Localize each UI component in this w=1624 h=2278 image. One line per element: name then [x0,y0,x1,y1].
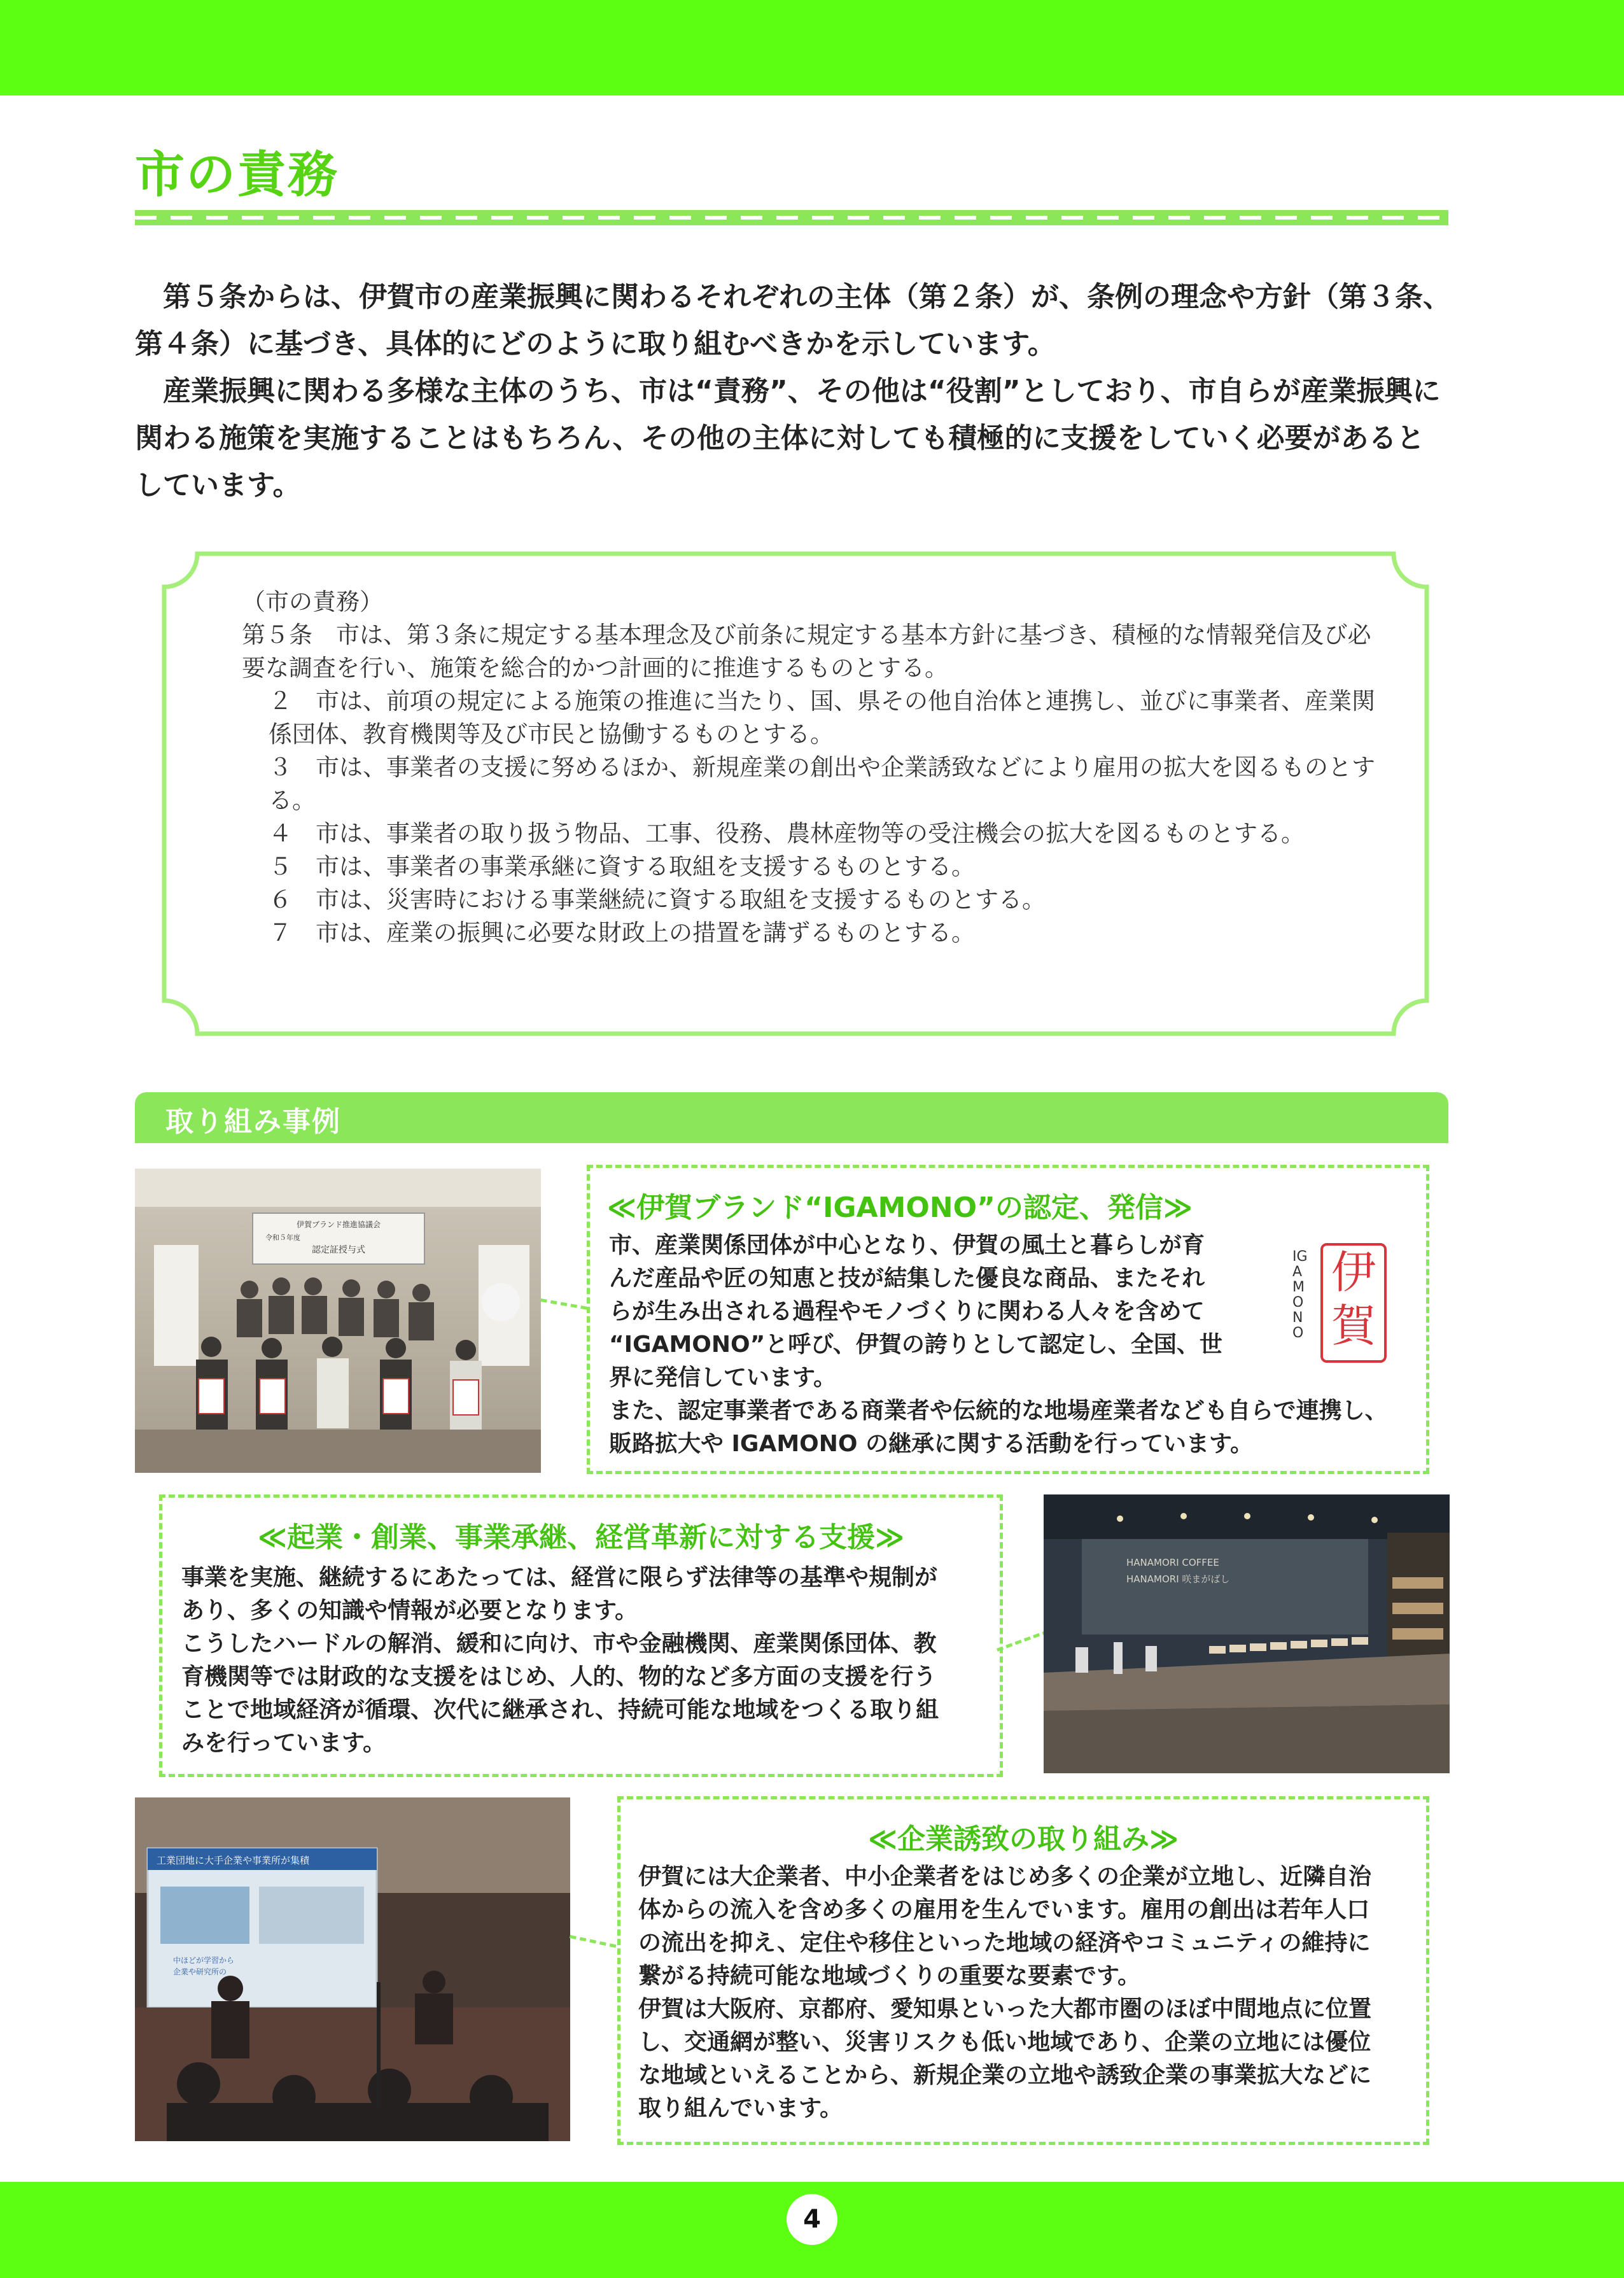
case-attraction-line: な地域といえることから、新規企業の立地や誘致企業の事業拡大などに [638,2062,1372,2088]
connector-2 [997,1630,1049,1652]
case-igamono-line: また、認定事業者である商業者や伝統的な地場産業者なども自らで連携し、 [609,1398,1388,1424]
case-support-line: みを行っています。 [181,1730,386,1756]
article-5-6: ６ 市は、災害時における事業継続に資する取組を支援するものとする。 [269,886,1046,913]
case-support-line: あり、多くの知識や情報が必要となります。 [181,1598,638,1624]
article-5-5: ５ 市は、事業者の事業承継に資する取組を支援するものとする。 [269,853,975,880]
slide-title: 工業団地に大手企業や事業所が集積 [157,1855,310,1866]
case-attraction-line: し、交通網が整い、災害リスクも低い地域であり、企業の立地には優位 [638,2029,1371,2055]
case-support-line: ことで地域経済が循環、次代に継承され、持続可能な地域をつくる取り組 [181,1697,939,1723]
page-number: 4 [787,2194,837,2245]
case-attraction-line: 取り組んでいます。 [638,2095,843,2121]
cases-header-label: 取り組み事例 [165,1106,341,1138]
ordinance-heading: （市の責務） [242,588,383,615]
title-underline [135,210,1448,225]
intro-text [135,274,1452,509]
case-attraction-line: 体からの流入を含め多くの雇用を生んでいます。雇用の創出は若年人口 [638,1897,1370,1923]
case-support-title: ≪起業・創業、事業承継、経営革新に対する支援≫ [257,1521,905,1554]
case-igamono-line: 界に発信しています。 [609,1365,837,1391]
case-support-line: 事業を実施、継続するにあたっては、経営に限らず法律等の基準や規制が [181,1564,938,1591]
cafe-sign-line-1: HANAMORI COFFEE [1126,1557,1219,1568]
igamono-logo [1290,1243,1404,1364]
case-igamono-line: 市、産業関係団体が中心となり、伊賀の風土と暮らしが育 [609,1232,1205,1258]
page-title: 市の責務 [135,146,339,204]
case-support-line: 育機関等では財政的な支援をはじめ、人的、物的など多方面の支援を行う [181,1664,937,1690]
slide-caption-1: 中ほどが学習から [173,1956,235,1965]
cafe-sign-line-2: HANAMORI 咲まがばし [1126,1573,1230,1585]
case-support-box [159,1494,1003,1777]
case-attraction-text [638,1860,1415,2125]
photo-sign-line-2: 令和５年度 [265,1234,300,1242]
case-igamono-title: ≪伊賀ブランド“IGAMONO”の認定、発信≫ [607,1192,1193,1224]
seminar-photo [135,1797,570,2141]
connector-3 [570,1935,616,1948]
top-band [0,0,1624,95]
case-attraction-line: 伊賀には大企業者、中小企業者をはじめ多くの企業が立地し、近隣自治 [638,1864,1372,1890]
case-attraction-title: ≪企業誘致の取り組み≫ [867,1823,1179,1855]
case-attraction-box [617,1796,1429,2145]
igamono-logo-text: IGAMONO [1292,1249,1308,1341]
article-5-7: ７ 市は、産業の振興に必要な財政上の措置を講ずるものとする。 [269,919,975,946]
article-5-4: ４ 市は、事業者の取り扱う物品、工事、役務、農林産物等の受注機会の拡大を図るものとする。 [269,820,1305,847]
case-support-line: こうしたハードルの解消、緩和に向け、市や金融機関、産業関係団体、教 [181,1631,937,1657]
ceremony-photo [135,1169,541,1473]
slide-caption-2: 企業や研究所の [173,1967,227,1976]
connector-1 [540,1298,587,1310]
case-igamono-line: らが生み出される過程やモノづくりに関わる人々を含めて [609,1298,1205,1325]
igamono-logo-kanji: 伊賀 [1320,1243,1387,1363]
photo-sign-line-1: 伊賀ブランド推進協議会 [296,1220,381,1229]
case-support-text [181,1561,990,1760]
case-igamono-line: “IGAMONO”と呼び、伊賀の誇りとして認定し、全国、世 [609,1332,1222,1358]
case-attraction-line: 繋がる持続可能な地域づくりの重要な要素です。 [638,1963,1141,1989]
cafe-photo [1044,1494,1450,1773]
case-igamono-line: 販路拡大や IGAMONO の継承に関する活動を行っています。 [609,1431,1254,1457]
photo-sign-line-3: 認定証授与式 [312,1245,365,1255]
case-igamono-box [587,1165,1429,1474]
article-5: 第５条 市は、第３条に規定する基本理念及び前条に規定する基本方針に基づき、積極的な情報発信及び必要な調査を行い、施策を総合的かつ計画的に推進するものとする。 [242,621,1371,682]
intro-paragraph-2: 産業振興に関わる多様な主体のうち、市は“責務”、その他は“役割”としており、市自らが産業振興に関わる施策を実施することはもちろん、その他の主体に対しても積極的に支援をしていく必要があるとしています。 [135,375,1441,502]
case-igamono-line: んだ産品や匠の知恵と技が結集した優良な商品、またそれ [609,1265,1205,1291]
ordinance-text [242,586,1387,950]
cases-header [135,1092,1448,1143]
case-attraction-line: の流出を抑え、定住や移住といった地域の経済やコミュニティの維持に [638,1930,1371,1956]
article-5-3: ３ 市は、事業者の支援に努めるほか、新規産業の創出や企業誘致などにより雇用の拡大を図るものとする。 [269,754,1375,814]
intro-paragraph-1: 第５条からは、伊賀市の産業振興に関わるそれぞれの主体（第２条）が、条例の理念や方針（第３条、第４条）に基づき、具体的にどのように取り組むべきかを示しています。 [135,281,1451,360]
article-5-2: ２ 市は、前項の規定による施策の推進に当たり、国、県その他自治体と連携し、並びに事業者、産業関係団体、教育機関等及び市民と協働するものとする。 [269,687,1375,748]
case-attraction-line: 伊賀は大阪府、京都府、愛知県といった大都市圏のほぼ中間地点に位置 [638,1996,1372,2022]
